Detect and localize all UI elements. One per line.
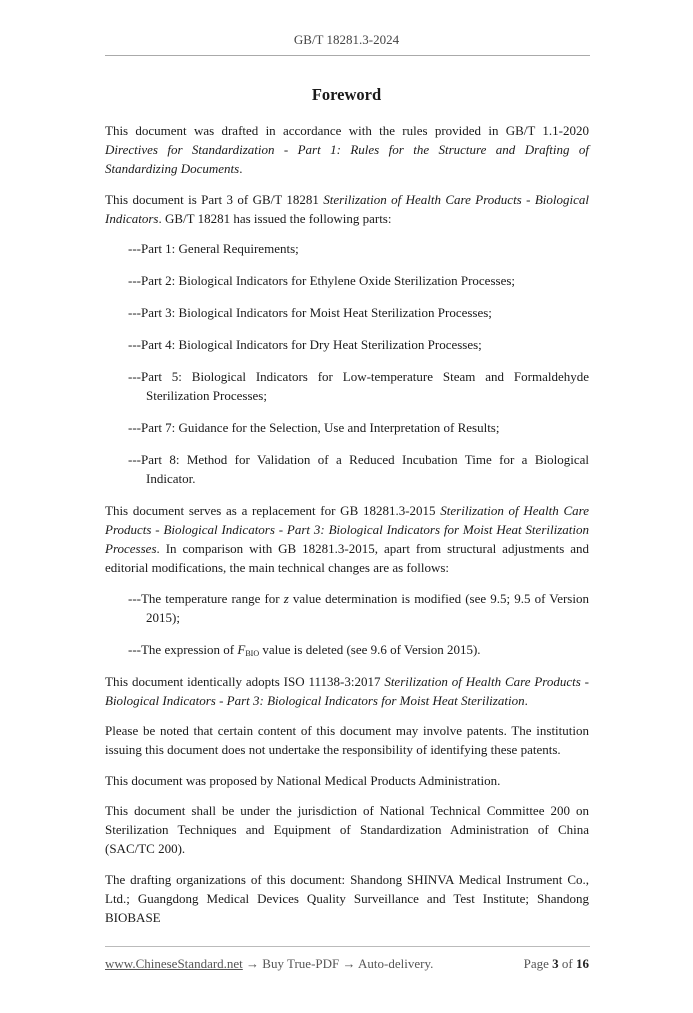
italic-symbol: F — [237, 641, 246, 657]
list-item: ---Part 7: Guidance for the Selection, Use and Interpretation of Results; — [128, 420, 500, 435]
text: Page — [523, 956, 553, 971]
document-body — [105, 121, 589, 938]
header-divider — [105, 55, 590, 56]
footer-left — [105, 955, 433, 973]
list-item: ---Part 1: General Requirements; — [128, 241, 299, 256]
chinesestandard-link[interactable]: www.ChineseStandard.net — [105, 956, 243, 971]
italic-title: Sterilization of Health Care Products - Biological Indicators — [105, 191, 589, 226]
current-page: 3 — [552, 956, 559, 971]
text: . GB/T 18281 has issued the following parts: — [158, 210, 392, 226]
text: . — [239, 161, 243, 176]
text: This document was drafted in accordance with the rules provided in GB/T 1.1-2020 — [105, 123, 589, 138]
footer — [105, 955, 589, 973]
paragraph-drafting-rules — [105, 121, 589, 178]
text: value is deleted (see 9.6 of Version 2015). — [259, 641, 481, 657]
text: ---The expression of — [128, 641, 238, 657]
text: → Auto-delivery. — [342, 956, 434, 971]
change-item — [105, 589, 589, 627]
text: value determination is modified (see 9.5; 9.5 of Version 2015); — [146, 590, 589, 625]
paragraph-drafting-orgs: The drafting organizations of this document: Shandong SHINVA Medical Instrument Co., Ltd.; Guangdong Medical Devices Quality Surveillance and Test Institute; Shandong BIOBASE — [105, 871, 589, 925]
subscript: BIO — [245, 648, 260, 658]
list-item: ---Part 8: Method for Validation of a Reduced Incubation Time for a Biological Indicator. — [128, 452, 589, 486]
text: This document is Part 3 of GB/T 18281 — [105, 191, 324, 207]
text: This document identically adopts ISO 11138-3:2017 — [105, 673, 385, 689]
list-item: ---Part 2: Biological Indicators for Ethylene Oxide Sterilization Processes; — [128, 273, 516, 288]
list-item: ---Part 3: Biological Indicators for Moist Heat Sterilization Processes; — [128, 305, 492, 320]
paragraph-replacement — [105, 501, 589, 577]
footer-divider — [105, 946, 590, 947]
paragraph-proposed: This document was proposed by National Medical Products Administration. — [105, 772, 501, 788]
paragraph-parts-intro — [105, 190, 589, 228]
change-item — [105, 640, 589, 659]
italic-title: Sterilization of Health Care Products - Biological Indicators - Part 3: Biological Indicators for Moist Heat Sterilization — [105, 673, 590, 708]
running-header: GB/T 18281.3-2024 — [293, 32, 400, 47]
paragraph-jurisdiction: This document shall be under the jurisdiction of National Technical Committee 200 on Sterilization Techniques and Equipment of Standardization Administration of China (SAC/TC 200). — [105, 803, 589, 856]
list-item: ---Part 5: Biological Indicators for Low-temperature Steam and Formaldehyde Sterilization Processes; — [128, 369, 589, 403]
italic-title: Directives for Standardization - Part 1: Rules for the Structure and Drafting of Standardizing Documents — [105, 142, 589, 176]
text: . — [524, 692, 528, 708]
list-item: ---Part 4: Biological Indicators for Dry Heat Sterilization Processes; — [128, 337, 482, 352]
text: This document serves as a replacement for GB 18281.3-2015 — [105, 503, 441, 518]
page-number — [524, 955, 589, 973]
italic-title: Sterilization of Health Care Products - Biological Indicators - Part 3: Biological Indicators for Moist Heat Sterilization Processes — [105, 503, 589, 556]
text: . In comparison with GB 18281.3-2015, apart from structural adjustments and editorial modifications, the main technical changes are as follows: — [105, 541, 589, 575]
paragraph-adoption — [105, 672, 589, 710]
text: → Buy True-PDF — [242, 956, 343, 971]
page-title: Foreword — [311, 85, 382, 104]
text: ---The temperature range for — [128, 590, 284, 606]
paragraph-patents: Please be noted that certain content of this document may involve patents. The institution issuing this document does not undertake the responsibility of identifying these patents. — [105, 723, 589, 757]
italic-symbol: z — [283, 590, 289, 606]
text: of — [558, 956, 576, 971]
total-pages: 16 — [576, 956, 589, 971]
